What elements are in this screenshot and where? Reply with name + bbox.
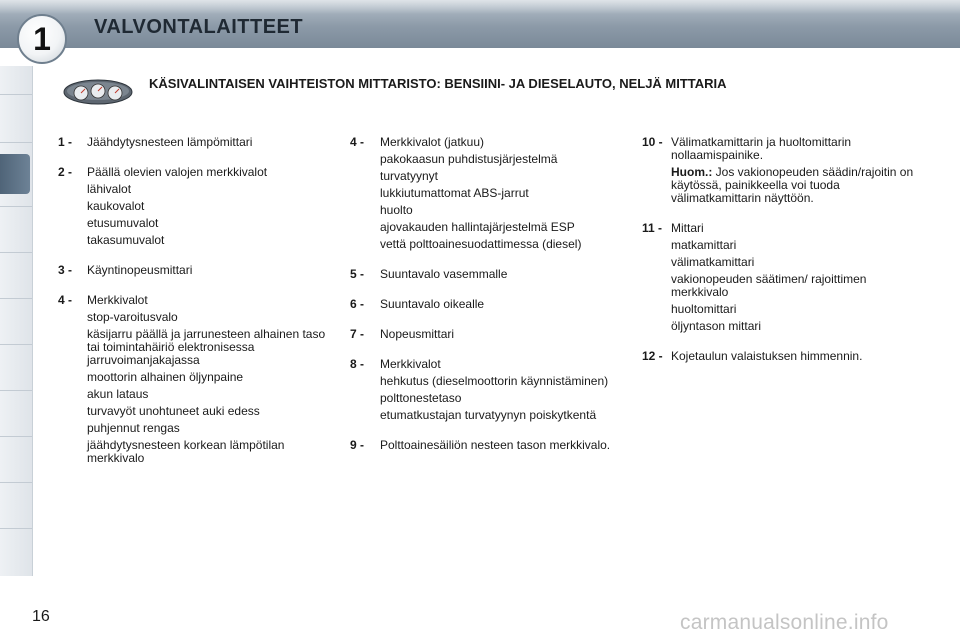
entry-item: lähivalot <box>87 182 132 196</box>
legend-column-3 <box>642 136 922 380</box>
tab-divider <box>0 482 32 483</box>
entry-item: matkamittari <box>671 238 737 252</box>
entry-item: polttonestetaso <box>380 391 462 405</box>
legend-entry <box>58 166 338 247</box>
legend-entry <box>642 222 922 333</box>
entry-note <box>642 166 922 205</box>
entry-heading: Nopeusmittari <box>380 327 455 341</box>
page-number: 16 <box>32 608 50 625</box>
legend-entry <box>58 294 338 465</box>
entry-number: 6 - <box>350 297 365 311</box>
tab-divider <box>0 206 32 207</box>
chapter-title: VALVONTALAITTEET <box>94 16 304 38</box>
section-title: KÄSIVALINTAISEN VAIHTEISTON MITTARISTO: BENSIINI- JA DIESELAUTO, NELJÄ MITTARIA <box>149 76 727 91</box>
entry-item: ajovakauden hallintajärjestelmä ESP <box>380 220 575 234</box>
legend-entry <box>350 439 620 452</box>
entry-heading: Mittari <box>671 221 704 235</box>
entry-item: käsijarru päällä ja jarrunesteen alhainen taso tai toimintahäiriö elektronisessa jarruvoimanjakajassa <box>87 327 326 367</box>
entry-number: 12 - <box>642 349 663 363</box>
entry-item: huoltomittari <box>671 302 737 316</box>
legend-entry <box>350 298 620 311</box>
instrument-cluster-icon <box>63 79 133 105</box>
entry-item: vakionopeuden säätimen/ rajoittimen merkkivalo <box>671 272 867 299</box>
legend-column-1 <box>58 136 338 482</box>
active-chapter-tab[interactable] <box>0 154 30 194</box>
entry-item: pakokaasun puhdistusjärjestelmä <box>380 152 558 166</box>
watermark: carmanualsonline.info <box>680 611 889 634</box>
entry-number: 2 - <box>58 165 73 179</box>
entry-number: 3 - <box>58 263 73 277</box>
entry-number: 10 - <box>642 135 663 149</box>
legend-entry <box>642 350 922 363</box>
tab-divider <box>0 142 32 143</box>
tab-divider <box>0 298 32 299</box>
tab-divider <box>0 252 32 253</box>
entry-item: vettä polttoainesuodattimessa (diesel) <box>380 237 582 251</box>
entry-item: turvavyöt unohtuneet auki edess <box>87 404 260 418</box>
entry-heading: Polttoainesäiliön nesteen tason merkkivalo. <box>380 438 611 452</box>
tab-divider <box>0 436 32 437</box>
chapter-tab-strip <box>0 66 33 576</box>
entry-number: 11 - <box>642 221 663 235</box>
entry-heading: Merkkivalot (jatkuu) <box>380 135 485 149</box>
entry-item: turvatyynyt <box>380 169 439 183</box>
legend-entry <box>58 264 338 277</box>
entry-item: etusumuvalot <box>87 216 159 230</box>
entry-heading: Merkkivalot <box>87 293 148 307</box>
tab-divider <box>0 344 32 345</box>
entry-heading: Välimatkamittarin ja huoltomittarin nollaamispainike. <box>671 135 852 162</box>
entry-item: öljyntason mittari <box>671 319 762 333</box>
entry-item: huolto <box>380 203 413 217</box>
entry-item: lukkiutumattomat ABS-jarrut <box>380 186 529 200</box>
entry-item: takasumuvalot <box>87 233 165 247</box>
entry-heading: Jäähdytysnesteen lämpömittari <box>87 135 253 149</box>
entry-item: kaukovalot <box>87 199 145 213</box>
legend-entry <box>350 358 620 422</box>
entry-item: hehkutus (dieselmoottorin käynnistäminen) <box>380 374 609 388</box>
entry-number: 4 - <box>58 293 73 307</box>
entry-heading: Päällä olevien valojen merkkivalot <box>87 165 268 179</box>
entry-number: 8 - <box>350 357 365 371</box>
entry-item: välimatkamittari <box>671 255 755 269</box>
tab-divider <box>0 94 32 95</box>
entry-heading: Suuntavalo vasemmalle <box>380 267 508 281</box>
entry-heading: Suuntavalo oikealle <box>380 297 485 311</box>
legend-entry <box>58 136 338 149</box>
entry-item: etumatkustajan turvatyynyn poiskytkentä <box>380 408 597 422</box>
note-text: Jos vakionopeuden säädin/rajoitin on käytössä, painikkeella voi tuoda välimatkamittarin näyttöön. <box>671 165 914 205</box>
entry-heading: Käyntinopeusmittari <box>87 263 193 277</box>
entry-number: 7 - <box>350 327 365 341</box>
tab-divider <box>0 390 32 391</box>
entry-item: jäähdytysnesteen korkean lämpötilan merkkivalo <box>87 438 285 465</box>
tab-divider <box>0 528 32 529</box>
entry-item: akun lataus <box>87 387 149 401</box>
entry-number: 1 - <box>58 135 73 149</box>
entry-heading: Merkkivalot <box>380 357 441 371</box>
entry-heading: Kojetaulun valaistuksen himmennin. <box>671 349 863 363</box>
entry-number: 4 - <box>350 135 365 149</box>
entry-item: moottorin alhainen öljynpaine <box>87 370 244 384</box>
note-label: Huom.: <box>671 165 713 179</box>
entry-item: puhjennut rengas <box>87 421 180 435</box>
legend-entry <box>350 136 620 251</box>
legend-entry <box>350 268 620 281</box>
chapter-number-badge: 1 <box>17 14 67 64</box>
entry-number: 5 - <box>350 267 365 281</box>
entry-item: stop-varoitusvalo <box>87 310 178 324</box>
legend-entry <box>350 328 620 341</box>
legend-column-2 <box>350 136 620 469</box>
entry-number: 9 - <box>350 438 365 452</box>
legend-entry <box>642 136 922 205</box>
banner-shine <box>0 0 960 14</box>
